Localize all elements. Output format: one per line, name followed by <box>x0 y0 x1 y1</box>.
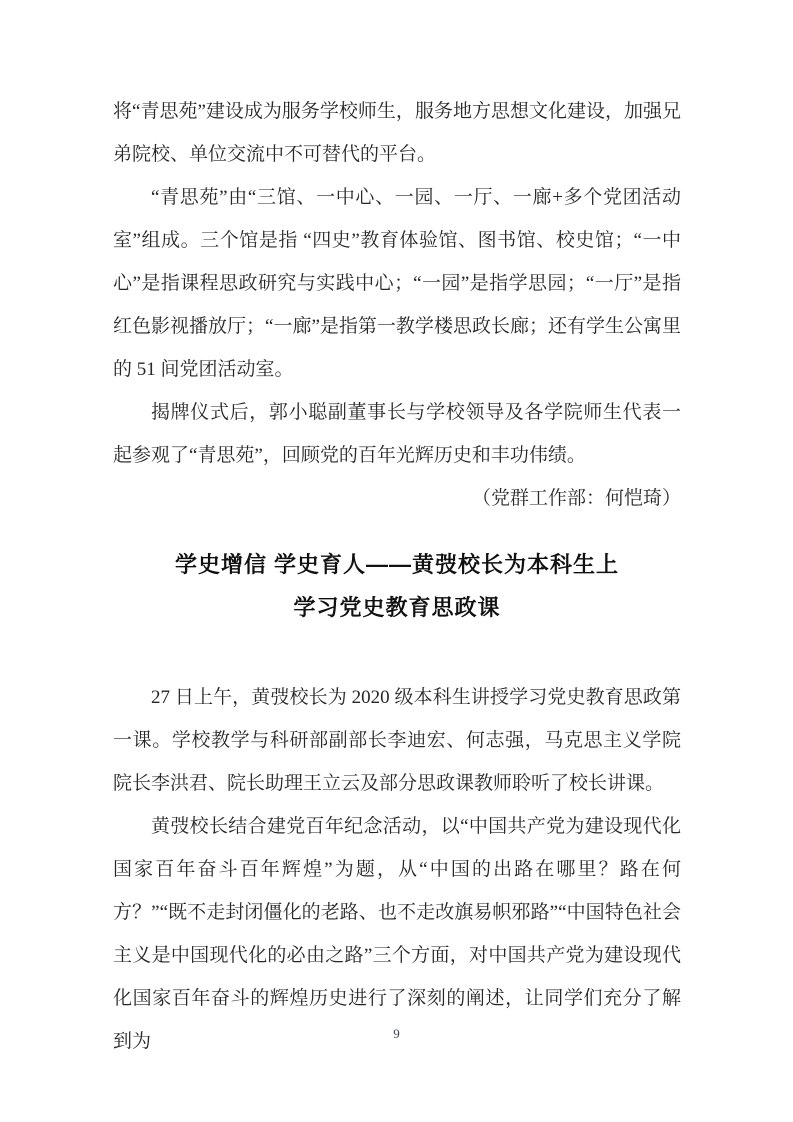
attribution-line: （党群工作部：何恺琦） <box>471 488 681 509</box>
article-heading <box>113 543 681 629</box>
article-heading-line1: 学史增信 学史育人——黄弢校长为本科生上 <box>174 552 620 577</box>
paragraph-qingsiyuan-composition: “青思苑”由“三馆、一中心、一园、一厅、一廊+多个党团活动室”组成。三个馆是指 “四史”教育体验馆、图书馆、校史馆；“一中心”是指课程思政研究与实践中心；“一园”是指学思园；“一厅”是指红色影视播放厅；“一廊”是指第一教学楼思政长廊；还有学生公寓里的 51 间党团活动室。 <box>113 187 681 380</box>
paragraph-dangshi-lecture-content: 黄弢校长结合建党百年纪念活动，以“中国共产党为建设现代化国家百年奋斗百年辉煌”为题，从“中国的出路在哪里？路在何方？”“既不走封闭僵化的老路、也不走改旗易帜邪路”“中国特色社会主义是中国现代化的必由之路”三个方面，对中国共产党为建设现代化国家百年奋斗的辉煌历史进行了深刻的阐述，让同学们充分了解到为 <box>113 816 681 1052</box>
paragraph-qingsiyuan-ceremony: 揭牌仪式后，郭小聪副董事长与学校领导及各学院师生代表一起参观了“青思苑”，回顾党的百年光辉历史和丰功伟绩。 <box>113 402 681 466</box>
article-heading-line2: 学习党史教育思政课 <box>293 595 501 620</box>
document-content <box>113 90 681 1063</box>
page-number: 9 <box>393 1026 400 1041</box>
paragraph-dangshi-lecture-intro: 27 日上午，黄弢校长为 2020 级本科生讲授学习党史教育思政第一课。学校教学与科研部副部长李迪宏、何志强，马克思主义学院院长李洪君、院长助理王立云及部分思政课教师聆听了校长讲课。 <box>113 687 681 794</box>
paragraph-qingsiyuan-continuation: 将“青思苑”建设成为服务学校师生，服务地方思想文化建设，加强兄弟院校、单位交流中不可替代的平台。 <box>113 101 681 165</box>
